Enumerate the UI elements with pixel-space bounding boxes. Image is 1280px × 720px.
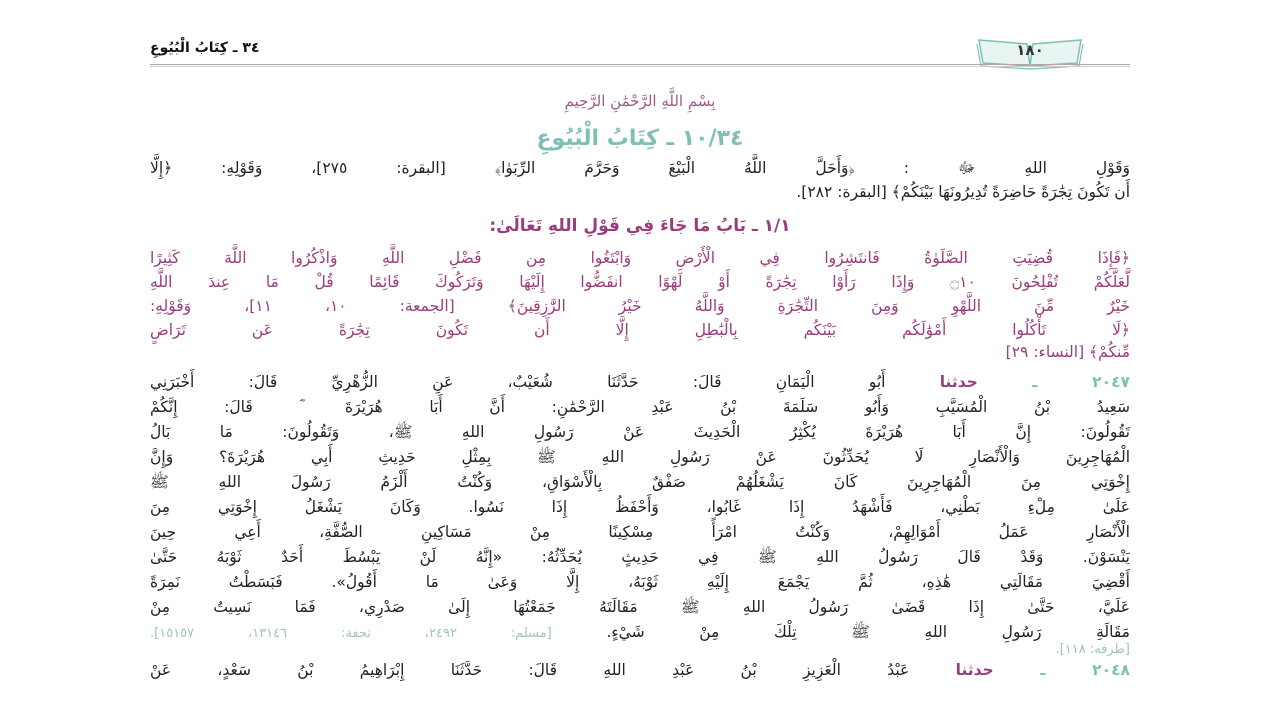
basmala: بِسْمِ اللَّهِ الرَّحْمَٰنِ الرَّحِيمِ [564, 92, 716, 110]
hadith-line: عَلَىٰ مِلْءِ بَطْنِي، فَأَشْهَدُ إِذَا غَابُوا، وَأَحْفَظُ إِذَا نَسُوا. وَكَانَ يَشْغَلُ إِخْوَتِي مِنَ [150, 498, 1130, 516]
intro-text: وَقَوْلِ اللهِ ﷻ : ﴿وَأَحَلَّ اللَّهُ الْبَيْعَ وَحَرَّمَ الرِّبَوٰا﴾ [البقرة: ٢٧٥]، وَقَوْلِهِ: ﴿إِلَّا [150, 159, 1130, 177]
hadith-line: تَقُولُونَ: إِنَّ أَبَا هُرَيْرَةَ يُكْثِرُ الْحَدِيثَ عَنْ رَسُولِ اللهِ ﷺ، وَتَقُولُونَ: مَا بَالُ [150, 423, 1130, 441]
bab-title: ١/١ ـ بَابُ مَا جَاءَ فِي قَوْلِ اللهِ تَعَالَىٰ: [489, 216, 791, 236]
hadith-line: سَعِيدُ بْنُ الْمُسَيَّبِ وَأَبُو سَلَمَةَ بْنُ عَبْدِ الرَّحْمَٰنِ: أَنَّ أَبَا هُرَيْرَةَ ؓ قَالَ: إِنَّكُمْ [150, 398, 1130, 416]
haddathana: حدثنا [939, 373, 978, 391]
page-number: ١٨٠ [1016, 41, 1044, 59]
hadith-line: عَلَيَّ، حَتَّىٰ إِذَا قَضَىٰ رَسُولُ اللهِ ﷺ مَقَالَتَهُ جَمَعْتُهَا إِلَىٰ صَدْرِي، فَمَا نَسِيتُ مِنْ [150, 598, 1130, 616]
quran-line: خَيْرٌ مِّنَ اللَّهْوِ وَمِنَ التِّجَٰرَةِ وَاللَّهُ خَيْرُ الرَّٰزِقِينَ﴾ [الجمعة: ١٠، ١١]، وَقَوْلِهِ: [150, 297, 1130, 315]
hadith-number: ٢٠٤٨ ـ [1040, 661, 1130, 679]
header-divider [150, 64, 1130, 67]
intro-text: أَن تَكُونَ تِجَٰرَةً حَاضِرَةً تُدِيرُونَهَا بَيْنَكُمْ﴾ [البقرة: ٢٨٢]. [796, 183, 1130, 201]
hadith-line: إِخْوَتِي مِنَ الْمُهَاجِرِينَ كَانَ يَشْغَلُهُمْ صَفْقٌ بِالْأَسْوَاقِ، وَكُنْتُ أَلْزَمُ رَسُولَ اللهِ ﷺ [150, 473, 1130, 491]
hadith-2048-first-line [150, 659, 1130, 681]
running-header-title: ٣٤ ـ كِتَابُ الْبُيُوعِ [150, 40, 260, 56]
hadith-line: يَنْسَوْنَ. وَقَدْ قَالَ رَسُولُ اللهِ ﷺ فِي حَدِيثٍ يُحَدِّثُهُ: «إِنَّهُ لَنْ يَبْسُطَ أَحَدٌ ثَوْبَهُ حَتَّىٰ [150, 548, 1130, 566]
quran-line: لَّعَلَّكُمْ تُفْلِحُونَ ۝١٠ وَإِذَا رَأَوْا تِجَٰرَةً أَوْ لَهْوًا انفَضُّوا إِلَيْهَا وَتَرَكُوكَ قَائِمًا قُلْ مَا عِندَ اللَّهِ [150, 273, 1130, 291]
hadith-taraf-line [150, 637, 1130, 661]
hadith-text: مَقَالَةِ رَسُولِ اللهِ ﷺ تِلْكَ مِنْ شَيْءٍ. [606, 623, 1130, 641]
hadith-reference: [مسلم: ٢٤٩٢، تحفة: ١٣١٤٦، ١٥١٥٧]. [150, 626, 552, 641]
hadith-text: أَبُو الْيَمَانِ قَالَ: حَدَّثَنَا شُعَيْبٌ، عَنِ الزُّهْرِيِّ قَالَ: أَخْبَرَنِي [150, 373, 886, 391]
hadith-number: ٢٠٤٧ ـ [1032, 373, 1130, 391]
intro-line [150, 181, 1130, 203]
hadith-text: عَبْدُ الْعَزِيزِ بْنُ عَبْدِ اللهِ قَالَ: حَدَّثَنَا إِبْرَاهِيمُ بْنُ سَعْدٍ، عَنْ [150, 661, 910, 679]
haddathana: حدثنا [955, 661, 994, 679]
quran-line: ﴿لَا تَأْكُلُوا أَمْوَٰلَكُم بَيْنَكُم بِالْبَٰطِلِ إِلَّا أَن تَكُونَ تِجَٰرَةً عَن تَرَاضٍ [150, 321, 1130, 339]
intro-line [150, 157, 1130, 179]
hadith-2047-first-line [150, 371, 1130, 393]
quran-line: مِّنكُمْ﴾ [النساء: ٢٩] [1005, 343, 1130, 361]
hadith-line: أَقْضِيَ مَقَالَتِي هَٰذِهِ، ثُمَّ يَجْمَعَ إِلَيْهِ ثَوْبَهُ، إِلَّا وَعَىٰ مَا أَقُولُ». فَبَسَطْتُ نَمِرَةً [150, 573, 1130, 591]
hadith-line: الْمُهَاجِرِينَ وَالْأَنْصَارِ لَا يُحَدِّثُونَ عَنْ رَسُولِ اللهِ ﷺ بِمِثْلِ حَدِيثِ أَبِي هُرَيْرَةَ؟ وَإِنَّ [150, 448, 1130, 466]
book-title: ١٠/٣٤ ـ كِتَابُ الْبُيُوعِ [536, 126, 744, 151]
quran-line: ﴿فَإِذَا قُضِيَتِ الصَّلَوٰةُ فَانتَشِرُوا فِي الْأَرْضِ وَابْتَغُوا مِن فَضْلِ اللَّهِ وَاذْكُرُوا اللَّهَ كَثِيرًا [150, 249, 1130, 267]
hadith-line: الْأَنْصَارِ عَمَلُ أَمْوَالِهِمْ، وَكُنْتُ امْرَأً مِسْكِينًا مِنْ مَسَاكِينِ الصُّفَّةِ، أَعِي حِينَ [150, 523, 1130, 541]
hadith-taraf: [طرفه: ١١٨]. [1055, 642, 1130, 657]
